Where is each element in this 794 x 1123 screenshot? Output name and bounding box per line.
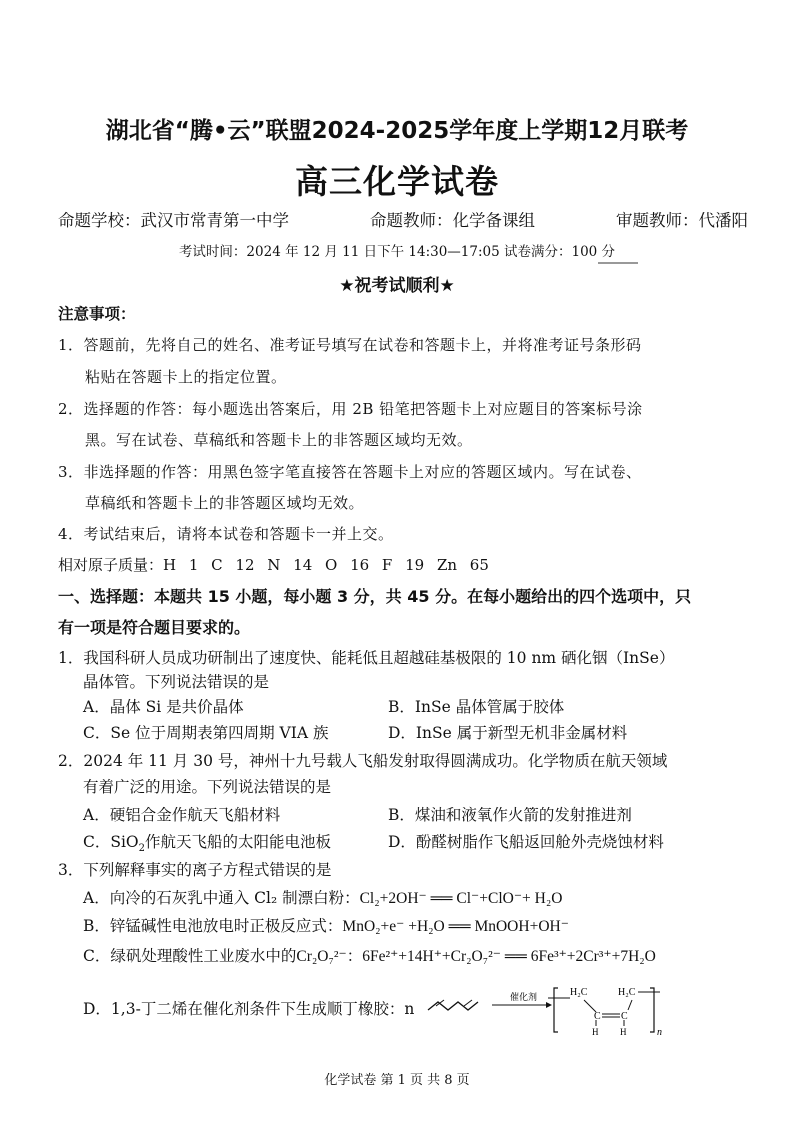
section-1-heading: 一、选择题：本题共 15 小题，每小题 3 分，共 45 分。在每小题给出的四个选项中，只 bbox=[58, 587, 692, 606]
exam-title-subject: 高三化学试卷 bbox=[295, 162, 499, 201]
ch2-right: H₂C bbox=[618, 987, 636, 998]
q1-stem: 1．我国科研人员成功研制出了速度快、能耗低且超越硅基极限的 10 nm 硒化铟（InSe） bbox=[58, 649, 675, 667]
q2-option-b: B．煤油和液氧作火箭的发射推进剂 bbox=[388, 806, 632, 824]
q3-option-b-text: B．锌锰碱性电池放电时正极反应式： bbox=[83, 917, 343, 935]
note-1: 1．答题前，先将自己的姓名、准考证号填写在试卷和答题卡上，并将准考证号条形码 bbox=[58, 336, 642, 354]
q3-stem: 3．下列解释事实的离子方程式错误的是 bbox=[58, 861, 332, 879]
setter-teacher: 命题教师：化学备课组 bbox=[370, 211, 535, 230]
q2-stem: 2．2024 年 11 月 30 号，神州十九号载人飞船发射取得圆满成功。化学物质在航天领域 bbox=[58, 752, 668, 770]
q2-option-c-post: 作航天飞船的太阳能电池板 bbox=[145, 833, 332, 851]
catalyst-label: 催化剂 bbox=[510, 993, 538, 1003]
page-footer: 化学试卷 第 1 页 共 8 页 bbox=[324, 1073, 470, 1088]
exam-title-line1: 湖北省“腾•云”联盟2024-2025学年度上学期12月联考 bbox=[105, 118, 689, 144]
note-1-cont: 粘贴在答题卡上的指定位置。 bbox=[85, 368, 287, 386]
q2-option-d: D．酚醛树脂作飞船返回舱外壳烧蚀材料 bbox=[388, 833, 664, 851]
q1-option-a: A．晶体 Si 是共价晶体 bbox=[83, 698, 244, 716]
hydrogen-left: H bbox=[592, 1027, 599, 1036]
note-3-cont: 草稿纸和答题卡上的非答题区域均无效。 bbox=[85, 494, 365, 512]
section-1-heading-cont: 有一项是符合题目要求的。 bbox=[58, 618, 251, 637]
q3-option-a bbox=[83, 886, 562, 908]
setter-school: 命题学校：武汉市常青第一中学 bbox=[58, 211, 289, 230]
exam-time-info: 考试时间：2024 年 12 月 11 日下午 14:30—17:05 试卷满分：100 分 bbox=[178, 244, 616, 260]
polymerization-scheme bbox=[424, 980, 684, 1036]
carbon-right: C bbox=[621, 1011, 628, 1022]
q3-option-c-ion: Cr₂O₇²⁻ bbox=[296, 948, 347, 965]
ch2-left: H₂C bbox=[570, 987, 588, 998]
q2-stem-cont: 有着广泛的用途。下列说法错误的是 bbox=[83, 778, 332, 796]
polymer-n: n bbox=[657, 1027, 662, 1036]
q3-option-d-text: D．1,3-丁二烯在催化剂条件下生成顺丁橡胶：n bbox=[83, 1000, 415, 1018]
q2-option-c-pre: C．SiO bbox=[83, 833, 139, 851]
bracket-left bbox=[554, 988, 558, 1032]
q1-stem-cont: 晶体管。下列说法错误的是 bbox=[83, 673, 270, 691]
note-2: 2．选择题的作答：每小题选出答案后，用 2B 铅笔把答题卡上对应题目的答案标号涂 bbox=[58, 400, 643, 418]
q3-option-b bbox=[83, 914, 569, 936]
q3-option-a-text: A．向冷的石灰乳中通入 Cl₂ 制漂白粉： bbox=[83, 889, 360, 907]
carbon-left: C bbox=[594, 1011, 601, 1022]
q3-option-c-text: C．绿矾处理酸性工业废水中的 bbox=[83, 947, 297, 965]
butadiene-double-bond-2 bbox=[464, 1000, 472, 1006]
bracket-right bbox=[650, 988, 654, 1032]
q2-option-a: A．硬铝合金作航天飞船材料 bbox=[83, 806, 281, 824]
q2-option-c bbox=[83, 830, 331, 854]
note-2-cont: 黑。写在试卷、草稿纸和答题卡上的非答题区域均无效。 bbox=[85, 431, 473, 449]
q3-option-a-equation: Cl₂+2OH⁻ ══ Cl⁻+ClO⁻+ H₂O bbox=[359, 890, 563, 907]
note-3: 3．非选择题的作答：用黑色签字笔直接答在答题卡上对应的答题区域内。写在试卷、 bbox=[58, 463, 642, 481]
atomic-masses: 相对原子质量：H 1 C 12 N 14 O 16 F 19 Zn 65 bbox=[58, 556, 489, 574]
exam-credits bbox=[58, 207, 748, 231]
note-4: 4．考试结束后，请将本试卷和答题卡一并上交。 bbox=[58, 525, 394, 543]
bond-c-ch2-right bbox=[628, 1000, 632, 1010]
q1-option-b: B．InSe 晶体管属于胶体 bbox=[388, 698, 565, 716]
blessing-line: ★祝考试顺利★ bbox=[339, 276, 455, 296]
q2-option-c-sub: 2 bbox=[138, 843, 146, 855]
q1-option-d: D．InSe 属于新型无机非金属材料 bbox=[388, 724, 628, 742]
scan-mark bbox=[598, 262, 638, 264]
q3-option-b-equation: MnO₂+e⁻ +H₂O ══ MnOOH+OH⁻ bbox=[342, 918, 569, 935]
hydrogen-right: H bbox=[620, 1027, 627, 1036]
notes-heading: 注意事项： bbox=[58, 305, 136, 323]
q1-option-c: C．Se 位于周期表第四周期 VIA 族 bbox=[83, 724, 329, 742]
q3-option-c-equation: ：6Fe²⁺+14H⁺+Cr₂O₇²⁻ ══ 6Fe³⁺+2Cr³⁺+7H₂O bbox=[346, 948, 656, 965]
butadiene-skeletal-formula bbox=[428, 1002, 478, 1010]
reaction-arrow-head bbox=[546, 1002, 552, 1008]
q3-option-c bbox=[83, 944, 656, 966]
reviewer-teacher: 审题教师：代潘阳 bbox=[616, 211, 748, 230]
